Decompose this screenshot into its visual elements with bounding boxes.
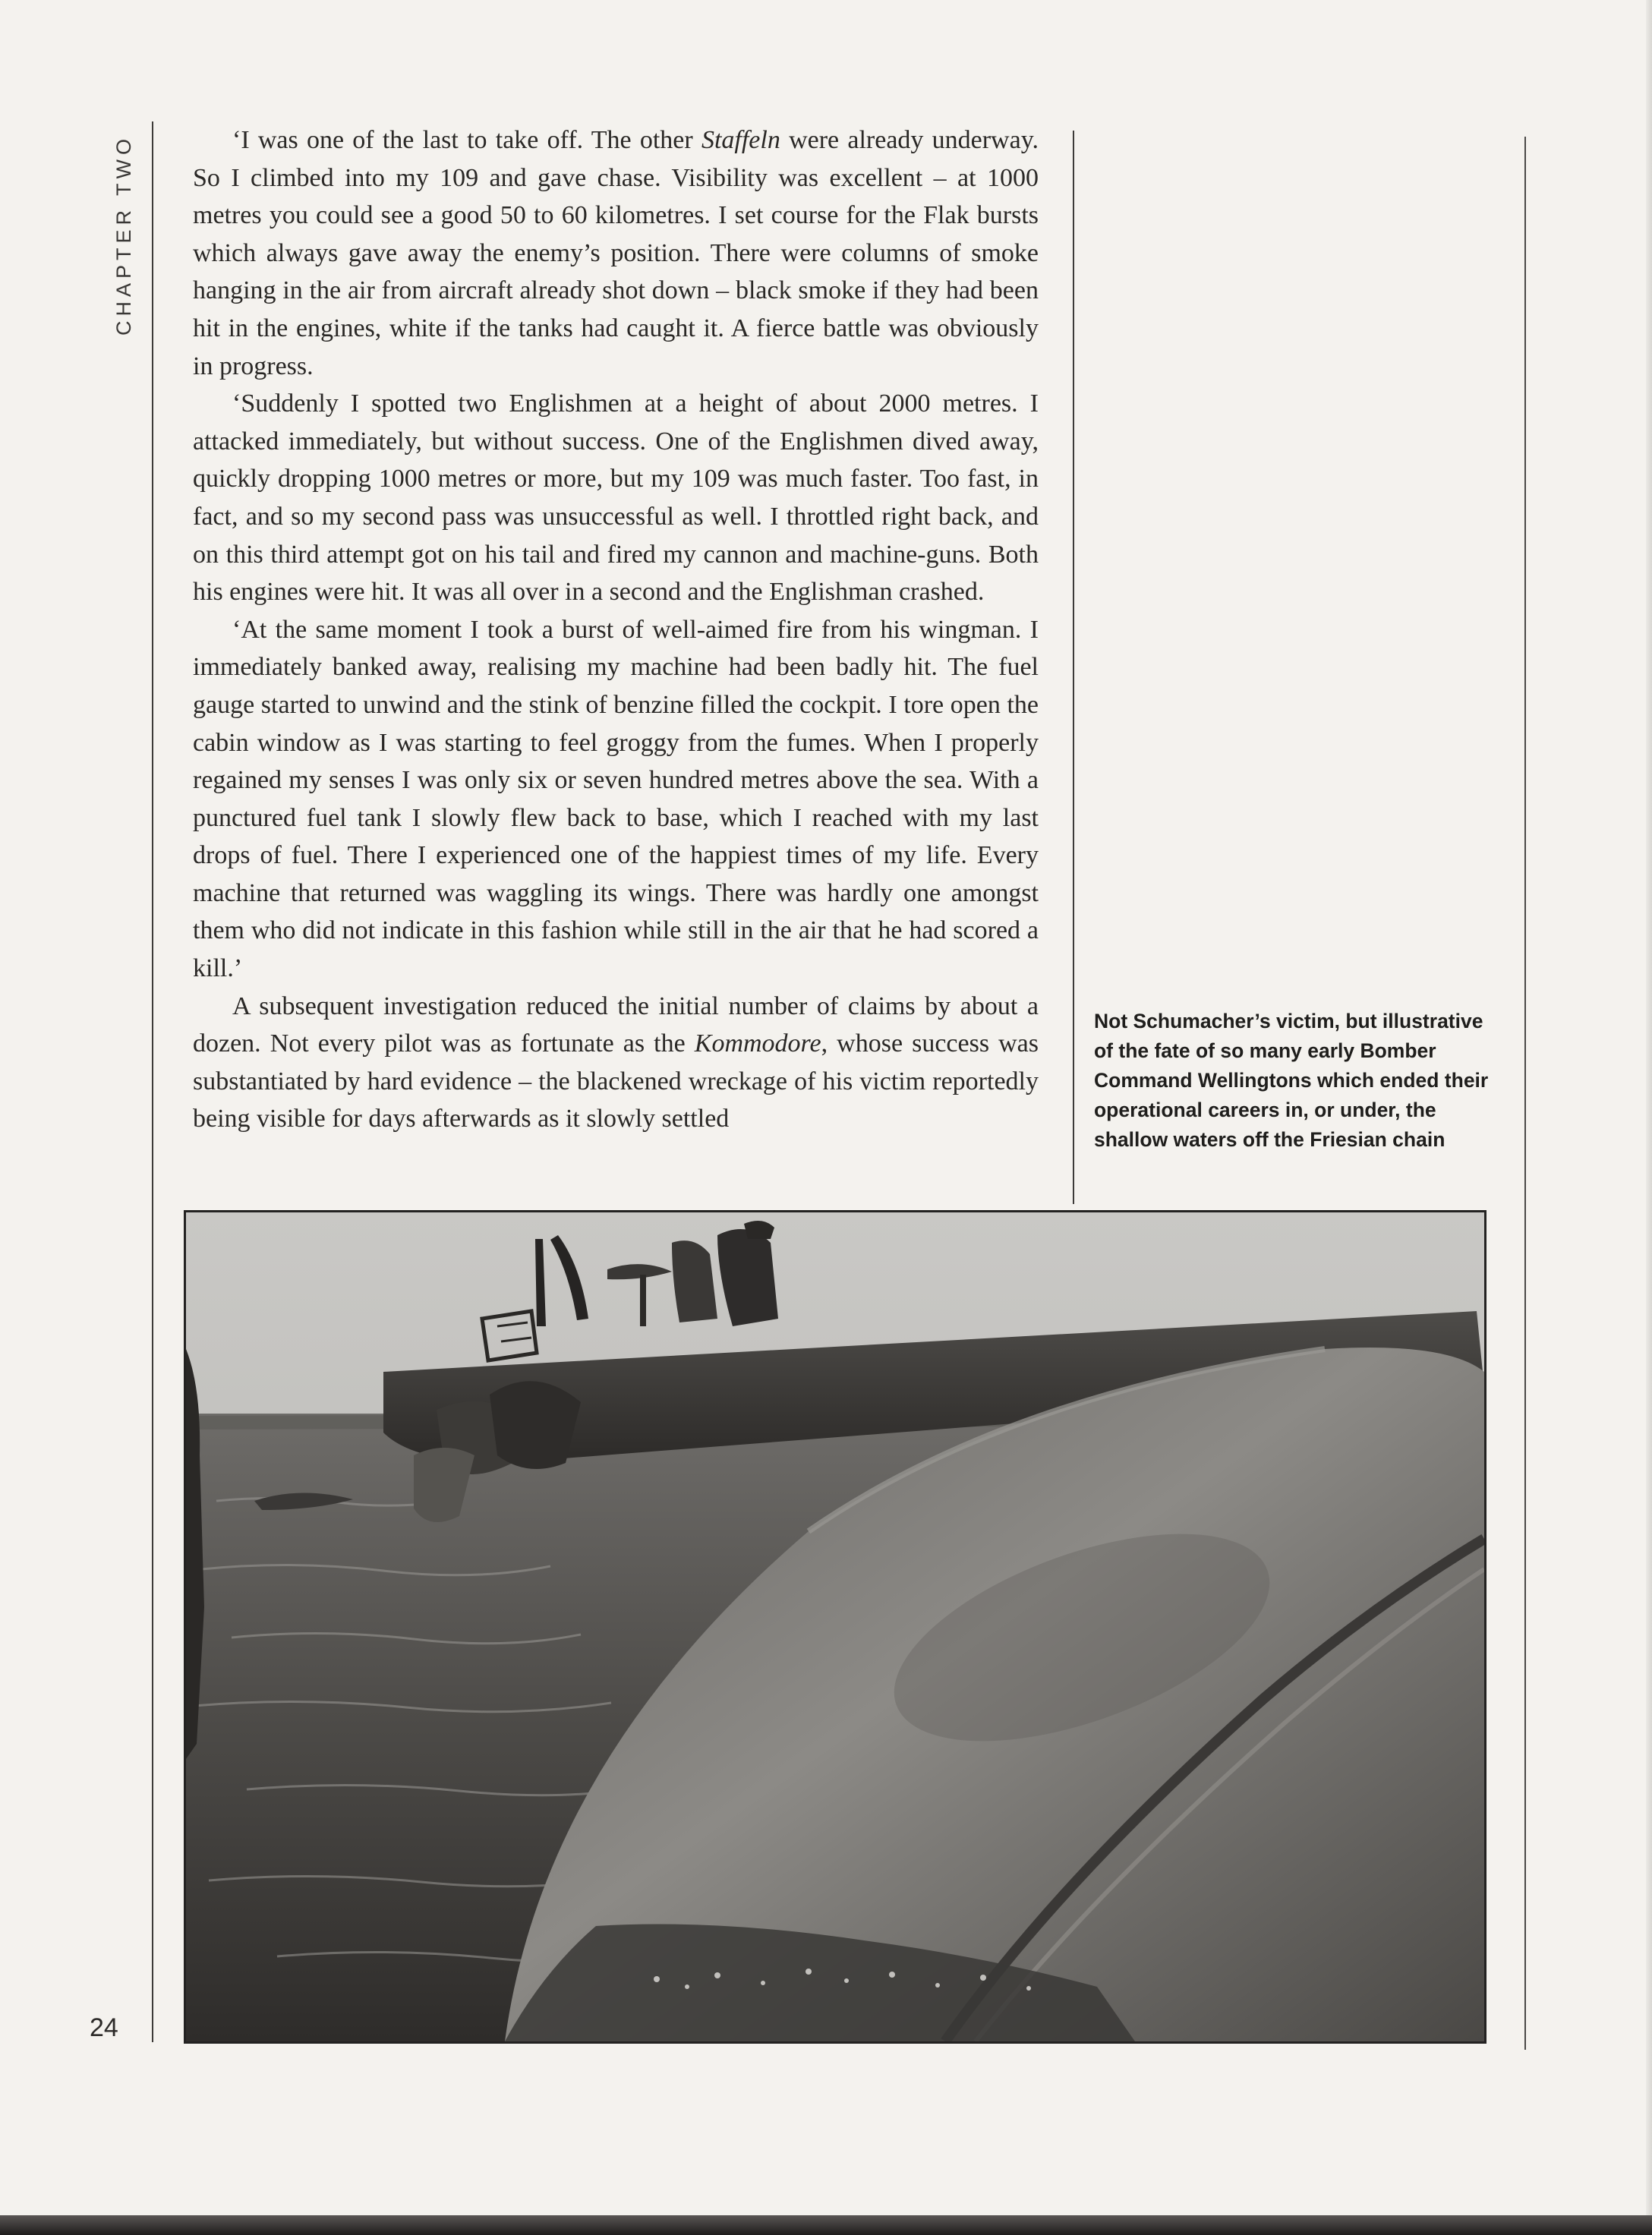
wreck-photograph bbox=[184, 1210, 1486, 2044]
paragraph-3 bbox=[193, 611, 1039, 988]
paragraph-3-text: ‘At the same moment I took a burst of well-aimed fire from his wingman. I immediately banked away, realising my machine had been badly hit. The fuel gauge started to unwind and the stink of benzine filled the cockpit. I tore open the cabin window as I was starting to feel groggy from the fumes. When I properly regained my senses I was only six or seven hundred metres above the sea. With a punctured fuel tank I slowly flew back to base, which I reached with my last drops of fuel. There I experienced one of the happiest times of my life. Every machine that returned was waggling its wings. There was hardly one amongst them who did not indicate in this fashion while still in the air that he had scored a kill.’ bbox=[193, 615, 1039, 983]
scan-bottom-edge bbox=[0, 2215, 1652, 2235]
chapter-label: CHAPTER TWO bbox=[112, 134, 135, 336]
paragraph-2 bbox=[193, 385, 1039, 611]
paragraph-1-text-a: ‘I was one of the last to take off. The other bbox=[232, 126, 701, 154]
paragraph-4 bbox=[193, 988, 1039, 1138]
paragraph-1-text-b: were already underway. So I climbed into my 109 and gave chase. Visibility was excellent – at 1000 metres you could see a good 50 to 60 kilometres. I set course for the Flak bursts which always gave away the enemy’s position. There were columns of smoke hanging in the air from aircraft already shot down – black smoke if they had been hit in the engines, white if the tanks had caught it. A fierce battle was obviously in progress. bbox=[193, 126, 1039, 380]
page-edge bbox=[1646, 0, 1652, 2215]
right-margin-rule bbox=[1524, 137, 1526, 2050]
paragraph-4-text-b: , whose success was substantiated by hard evidence – the blackened wreckage of his victim reportedly being visible for days afterwards as it slowly settled bbox=[193, 1029, 1039, 1133]
paragraph-2-text: ‘Suddenly I spotted two Englishmen at a height of about 2000 metres. I attacked immediately, but without success. One of the Englishmen dived away, quickly dropping 1000 metres or more, but my 109 was much faster. Too fast, in fact, and so my second pass was unsuccessful as well. I throttled right back, and on this third attempt got on his tail and fired my cannon and machine-guns. Both his engines were hit. It was all over in a second and the Englishman crashed. bbox=[193, 389, 1039, 607]
wreck-photo-illustration bbox=[186, 1212, 1484, 2041]
photo-caption: Not Schumacher’s victim, but illustrative of the fate of so many early Bomber Command Wellingtons which ended their operational careers in, or under, the shallow waters off the Friesian chain bbox=[1094, 1010, 1489, 1151]
paragraph-1 bbox=[193, 121, 1039, 385]
left-margin-rule bbox=[152, 121, 153, 2042]
paragraph-4-italic-kommodore: Kommodore bbox=[694, 1029, 821, 1058]
body-text bbox=[193, 121, 1039, 1138]
paragraph-4-text-a: A subsequent investigation reduced the initial number of claims by about a dozen. Not every pilot was as fortunate as the bbox=[193, 991, 1039, 1058]
caption-divider-rule bbox=[1073, 131, 1074, 1204]
page-number: 24 bbox=[90, 2013, 118, 2042]
paragraph-1-italic-staffeln: Staffeln bbox=[701, 126, 780, 154]
